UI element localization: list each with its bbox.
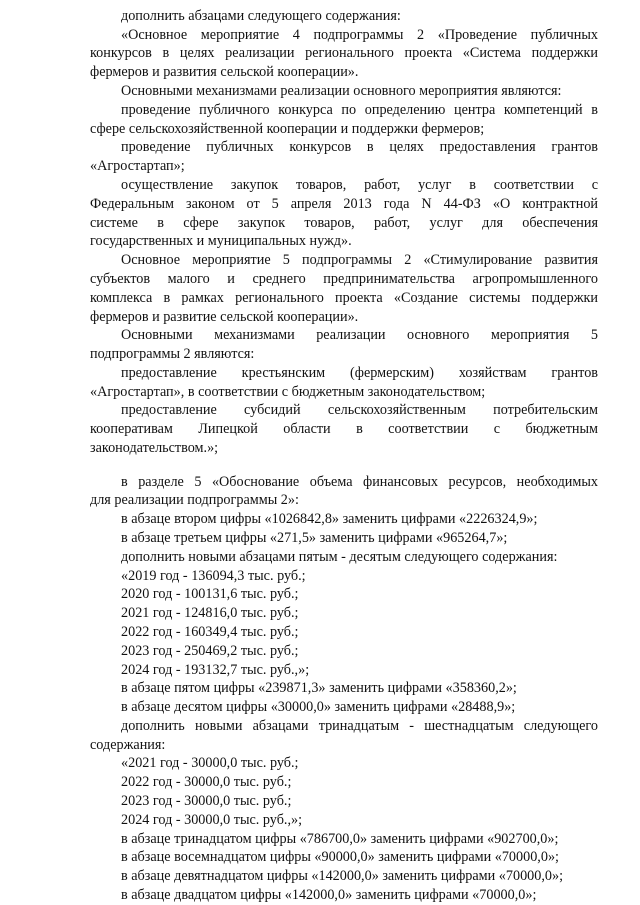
text-line: государственных и муниципальных нужд».	[90, 233, 352, 250]
text-line: в абзаце тринадцатом цифры «786700,0» заменить цифрами «902700,0»;	[121, 830, 559, 847]
text-line: «2021 год - 30000,0 тыс. руб.;	[121, 755, 299, 772]
text-line: 2023 год - 30000,0 тыс. руб.;	[121, 793, 292, 810]
text-line: «Агростартап», в соответствии с бюджетным законодательством;	[90, 383, 486, 400]
text-line: Основными механизмами реализации основного мероприятия 5	[121, 327, 598, 344]
text-line: 2024 год - 193132,7 тыс. руб.,»;	[121, 661, 310, 678]
text-line: «Основное мероприятие 4 подпрограммы 2 «Проведение публичных	[121, 26, 598, 43]
text-line: в абзаце пятом цифры «239871,3» заменить цифрами «358360,2»;	[121, 680, 517, 697]
text-line: 2022 год - 160349,4 тыс. руб.;	[121, 623, 299, 640]
text-line: в разделе 5 «Обоснование объема финансовых ресурсов, необходимых	[121, 473, 598, 490]
text-line: фермеров и развитие сельской кооперации».	[90, 308, 359, 325]
text-line: в абзаце десятом цифры «30000,0» заменить цифрами «28488,9»;	[121, 699, 516, 716]
text-line: субъектов малого и среднего предпринимательства агропромышленного	[90, 270, 598, 287]
text-line: содержания:	[90, 736, 166, 753]
text-line: в абзаце восемнадцатом цифры «90000,0» заменить цифрами «70000,0»;	[121, 849, 559, 866]
text-line: в абзаце двадцатом цифры «142000,0» заменить цифрами «70000,0»;	[121, 887, 537, 903]
text-line: дополнить новыми абзацами пятым - десятым следующего содержания:	[121, 548, 558, 565]
text-line: сфере сельскохозяйственной кооперации и поддержки фермеров;	[90, 120, 485, 137]
text-line: «2019 год - 136094,3 тыс. руб.;	[121, 567, 306, 584]
text-line: 2021 год - 124816,0 тыс. руб.;	[121, 605, 299, 622]
text-line: Основными механизмами реализации основного мероприятия являются:	[121, 83, 562, 100]
text-line: кооперативам Липецкой области в соответствии с бюджетным	[90, 421, 598, 438]
text-line: системе в сфере закупок товаров, работ, услуг для обеспечения	[90, 214, 598, 231]
text-line: в абзаце втором цифры «1026842,8» заменить цифрами «2226324,9»;	[121, 511, 538, 528]
text-line: предоставление крестьянским (фермерским) хозяйствам грантов	[121, 364, 598, 381]
text-line: 2022 год - 30000,0 тыс. руб.;	[121, 774, 292, 791]
text-line: «Агростартап»;	[90, 158, 185, 175]
text-line: в абзаце третьем цифры «271,5» заменить цифрами «965264,7»;	[121, 530, 508, 547]
text-line: 2020 год - 100131,6 тыс. руб.;	[121, 586, 299, 603]
text-line: Федеральным законом от 5 апреля 2013 года N 44-ФЗ «О контрактной	[90, 195, 598, 212]
text-line: осуществление закупок товаров, работ, услуг в соответствии с	[121, 177, 598, 193]
text-line: проведение публичного конкурса по определению центра компетенций в	[121, 101, 598, 118]
text-line: Основное мероприятие 5 подпрограммы 2 «Стимулирование развития	[121, 252, 598, 269]
text-line: в абзаце девятнадцатом цифры «142000,0» заменить цифрами «70000,0»;	[121, 868, 564, 885]
text-line: комплекса в рамках регионального проекта «Создание системы поддержки	[90, 289, 598, 306]
text-line: фермеров и развития сельской кооперации».	[90, 64, 359, 81]
text-line: конкурсов в целях реализации регионального проекта «Система поддержки	[90, 45, 598, 62]
text-line: законодательством.»;	[90, 440, 219, 457]
text-line: проведение публичных конкурсов в целях предоставления грантов	[121, 139, 598, 156]
text-line: предоставление субсидий сельскохозяйственным потребительским	[121, 402, 598, 419]
text-line: дополнить новыми абзацами тринадцатым - шестнадцатым следующего	[121, 717, 598, 734]
text-line: подпрограммы 2 являются:	[90, 346, 255, 363]
text-line: дополнить абзацами следующего содержания:	[121, 7, 401, 24]
text-line: 2024 год - 30000,0 тыс. руб.,»;	[121, 811, 303, 828]
text-line: для реализации подпрограммы 2»:	[90, 492, 299, 509]
text-line: 2023 год - 250469,2 тыс. руб.;	[121, 642, 299, 659]
